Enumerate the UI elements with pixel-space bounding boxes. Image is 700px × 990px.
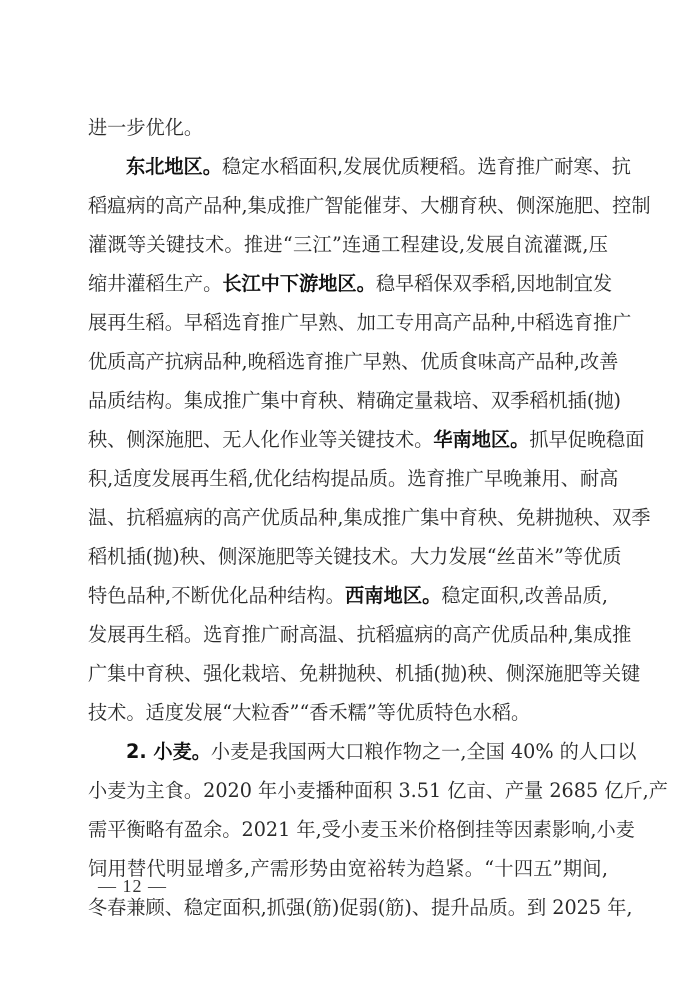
paragraph-wheat	[88, 736, 637, 775]
text-line	[88, 619, 632, 658]
text-line	[88, 502, 651, 541]
text-line	[88, 112, 608, 151]
heading-yangtze: 长江中下游地区。	[222, 272, 376, 295]
line-text: 小麦是我国两大口粮作物之一,全国 40% 的人口以	[210, 740, 637, 763]
line-text: 技术。适度发展“大粒香”“香禾糯”等优质特色水稻。	[88, 701, 531, 724]
line-text: 秧、侧深施肥、无人化作业等关键技术。	[88, 428, 434, 451]
text-line	[88, 814, 635, 853]
line-text: 稳定水稻面积,发展优质粳稻。选育推广耐寒、抗	[221, 155, 631, 178]
line-text: 品质结构。集成推广集中育秧、精确定量栽培、双季稻机插(抛)	[88, 389, 622, 412]
page-number: — 12 —	[98, 876, 167, 896]
text-line	[88, 346, 619, 385]
text-line	[88, 580, 608, 619]
paragraph-northeast	[88, 151, 631, 190]
text-line	[88, 463, 619, 502]
text-line	[88, 658, 641, 697]
text-line	[88, 229, 608, 268]
line-text: 抓早促晚稳面	[529, 428, 645, 451]
line-text: 稳定面积,改善品质,	[441, 584, 609, 607]
line-text: 需平衡略有盈余。2021 年,受小麦玉米价格倒挂等因素影响,小麦	[88, 818, 635, 841]
line-text: 特色品种,不断优化品种结构。	[88, 584, 345, 607]
line-text: 温、抗稻瘟病的高产优质品种,集成推广集中育秧、免耕抛秧、双季	[88, 506, 651, 529]
line-text: 稻机插(抛)秧、侧深施肥等关键技术。大力发展“丝苗米”等优质	[88, 545, 622, 568]
line-text: 稳早稻保双季稻,因地制宜发	[375, 272, 613, 295]
line-text: 饲用替代明显增多,产需形势由宽裕转为趋紧。“十四五”期间,	[88, 857, 608, 880]
text-line	[88, 541, 622, 580]
line-text: 积,适度发展再生稻,优化结构提品质。选育推广早晚兼用、耐高	[88, 467, 619, 490]
heading-southwest: 西南地区。	[344, 584, 442, 607]
text-line	[88, 892, 633, 931]
document-body	[88, 112, 668, 931]
line-text: 小麦为主食。2020 年小麦播种面积 3.51 亿亩、产量 2685 亿斤,产	[88, 779, 668, 802]
line-text: 缩井灌稻生产。	[88, 272, 223, 295]
line-text: 进一步优化。	[88, 116, 204, 139]
text-line	[88, 424, 645, 463]
heading-south-china: 华南地区。	[433, 428, 530, 451]
line-text: 广集中育秧、强化栽培、免耕抛秧、机插(抛)秧、侧深施肥等关键	[88, 662, 641, 685]
line-text: 优质高产抗病品种,晚稻选育推广早熟、优质食味高产品种,改善	[88, 350, 619, 373]
line-text: 灌溉等关键技术。推进“三江”连通工程建设,发展自流灌溉,压	[88, 233, 608, 256]
heading-wheat: 2. 小麦。	[126, 740, 211, 763]
text-line	[88, 697, 608, 736]
text-line	[88, 307, 632, 346]
line-text: 发展再生稻。选育推广耐高温、抗稻瘟病的高产优质品种,集成推	[88, 623, 632, 646]
line-text: 冬春兼顾、稳定面积,抓强(筋)促弱(筋)、提升品质。到 2025 年,	[88, 896, 633, 919]
text-line	[88, 385, 622, 424]
line-text: 稻瘟病的高产品种,集成推广智能催芽、大棚育秧、侧深施肥、控制	[88, 194, 651, 217]
text-line	[88, 775, 668, 814]
heading-northeast: 东北地区。	[126, 155, 222, 178]
text-line	[88, 190, 651, 229]
line-text: 展再生稻。早稻选育推广早熟、加工专用高产品种,中稻选育推广	[88, 311, 632, 334]
text-line	[88, 268, 613, 307]
